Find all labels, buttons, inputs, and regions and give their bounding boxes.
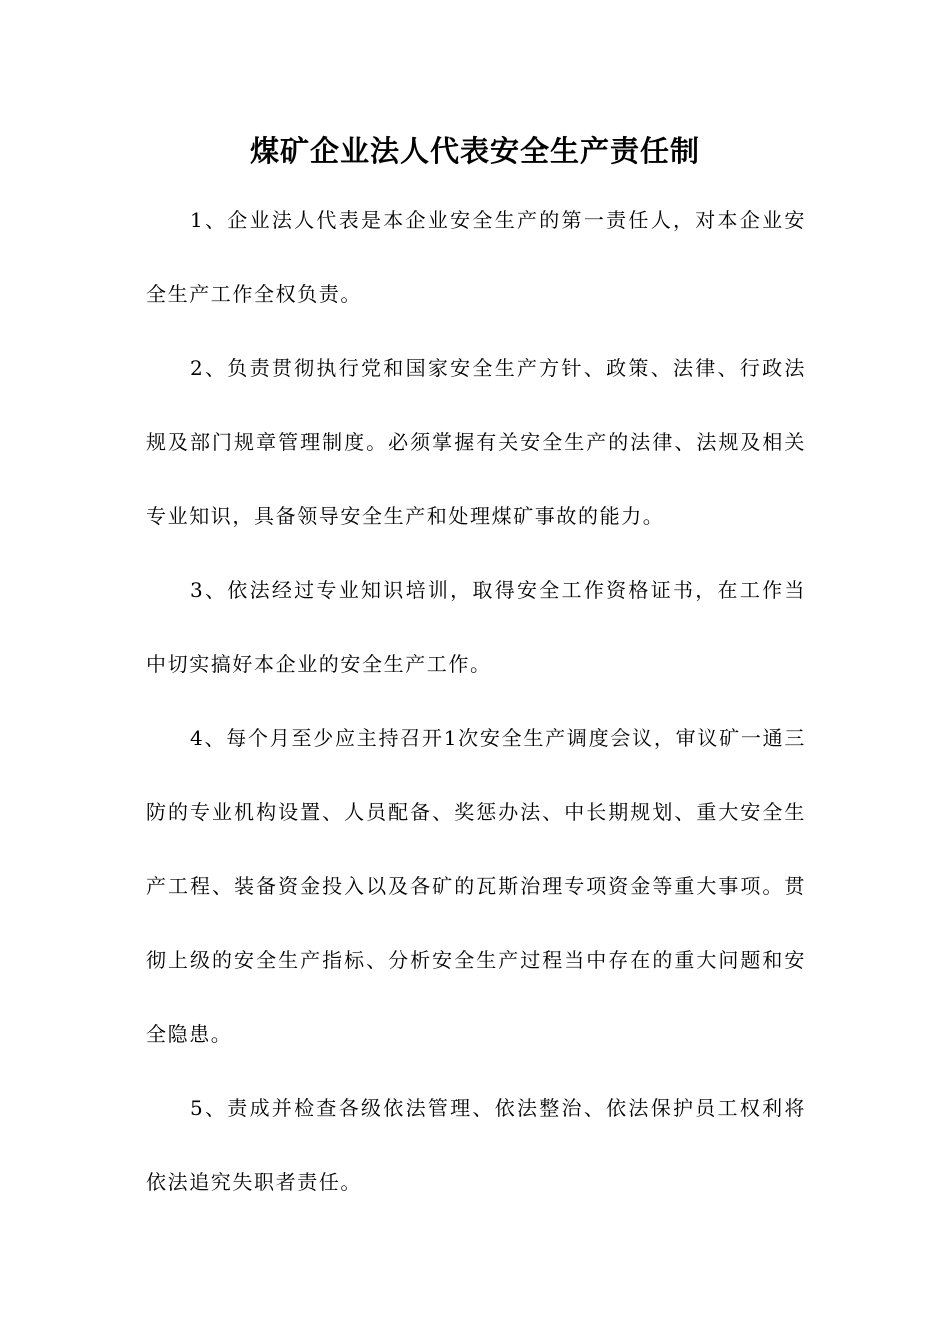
document-body [146,183,806,1219]
document-title: 煤矿企业法人代表安全生产责任制 [249,134,700,168]
paragraph-3: 3、依法经过专业知识培训，取得安全工作资格证书，在工作当中切实搞好本企业的安全生产工作。 [146,578,806,676]
paragraph-1: 1、企业法人代表是本企业安全生产的第一责任人，对本企业安全生产工作全权负责。 [146,208,806,306]
paragraph-5: 5、责成并检查各级依法管理、依法整治、依法保护员工权利将依法追究失职者责任。 [146,1096,806,1194]
paragraph-2: 2、负责贯彻执行党和国家安全生产方针、政策、法律、行政法规及部门规章管理制度。必须掌握有关安全生产的法律、法规及相关专业知识，具备领导安全生产和处理煤矿事故的能力。 [146,356,806,528]
paragraph-4: 4、每个月至少应主持召开1次安全生产调度会议，审议矿一通三防的专业机构设置、人员配备、奖惩办法、中长期规划、重大安全生产工程、装备资金投入以及各矿的瓦斯治理专项资金等重大事项。贯彻上级的安全生产指标、分析安全生产过程当中存在的重大问题和安全隐患。 [146,726,806,1046]
